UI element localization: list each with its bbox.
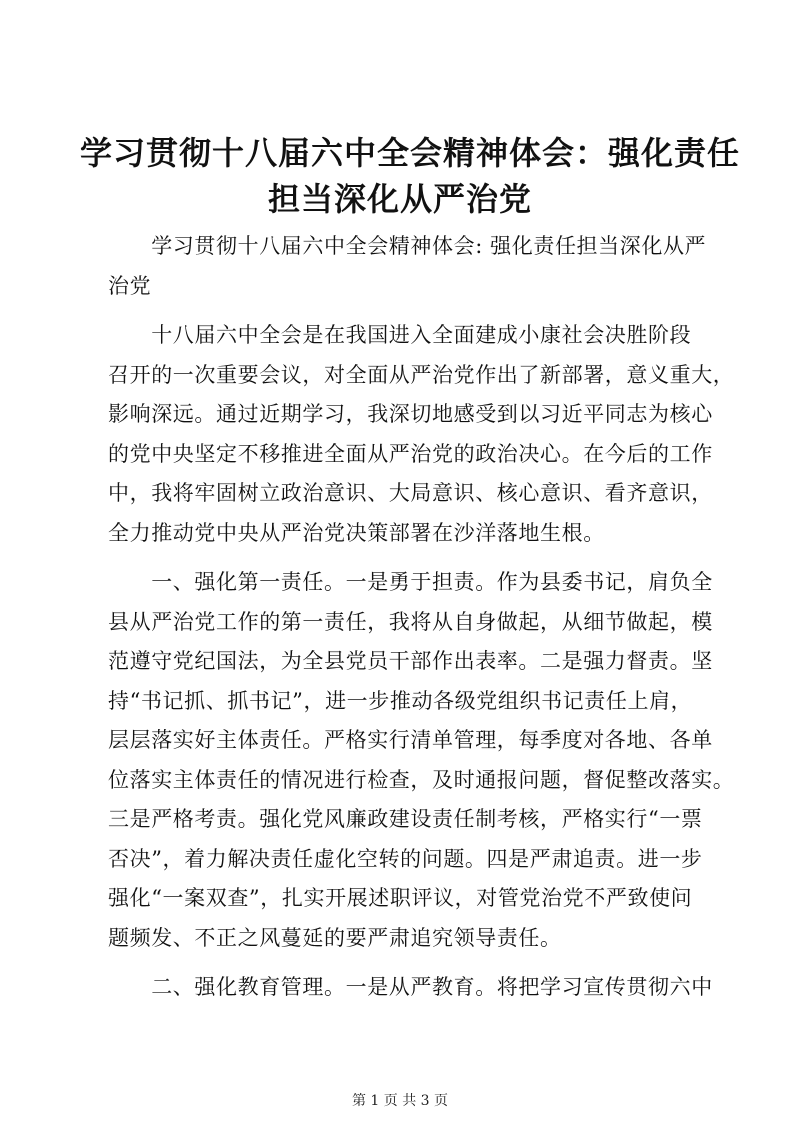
text-line: 学习贯彻十八届六中全会精神体会: 强化责任担当深化从严 (108, 234, 707, 258)
page-number-footer: 第 1 页 共 3 页 (351, 1093, 449, 1109)
text-line: 一、强化第一责任。一是勇于担责。作为县委书记，肩负全 (108, 570, 713, 594)
paragraph-section-1 (108, 563, 735, 958)
text-line: 题频发、不正之风蔓延的要严肃追究领导责任。 (108, 925, 562, 950)
title-line-1: 学习贯彻十八届六中全会精神体会：强化责任 (80, 134, 741, 172)
text-line: 范遵守党纪国法，为全县党员干部作出表率。二是强力督责。坚 (108, 649, 713, 673)
text-line: 强化“一案双查”，扎实开展述职评议，对管党治党不严致使问 (108, 886, 693, 910)
paragraph-intro (108, 316, 735, 553)
text-line: 治党 (108, 273, 152, 298)
text-line: 的党中央坚定不移推进全面从严治党的政治决心。在今后的工作 (108, 441, 713, 466)
title-line-2: 担当深化从严治党 (267, 180, 532, 218)
text-line: 中，我将牢固树立政治意识、大局意识、核心意识、看齐意识， (108, 481, 713, 505)
text-line: 县从严治党工作的第一责任，我将从自身做起，从细节做起，模 (108, 609, 713, 634)
paragraph-section-2 (108, 968, 713, 1008)
text-line: 二、强化教育管理。一是从严教育。将把学习宣传贯彻六中 (108, 975, 713, 999)
text-line: 全力推动党中央从严治党决策部署在沙洋落地生根。 (108, 520, 605, 545)
document-title (80, 130, 741, 222)
text-line: 层层落实好主体责任。严格实行清单管理，每季度对各地、各单 (108, 728, 713, 752)
text-line: 否决”，着力解决责任虚化空转的问题。四是严肃追责。进一步 (108, 846, 703, 871)
text-line: 影响深远。通过近期学习，我深切地感受到以习近平同志为核心 (108, 402, 713, 426)
document-body (108, 227, 735, 1008)
paragraph-subtitle (108, 227, 708, 306)
text-line: 三是严格考责。强化党风廉政建设责任制考核，严格实行“一票 (108, 807, 703, 831)
text-line: 持“书记抓、抓书记”，进一步推动各级党组织书记责任上肩， (108, 688, 693, 713)
text-line: 位落实主体责任的情况进行检查，及时通报问题，督促整改落实。 (108, 767, 735, 792)
text-line: 召开的一次重要会议，对全面从严治党作出了新部署，意义重大， (108, 362, 735, 387)
text-line: 十八届六中全会是在我国进入全面建成小康社会决胜阶段 (108, 323, 692, 347)
